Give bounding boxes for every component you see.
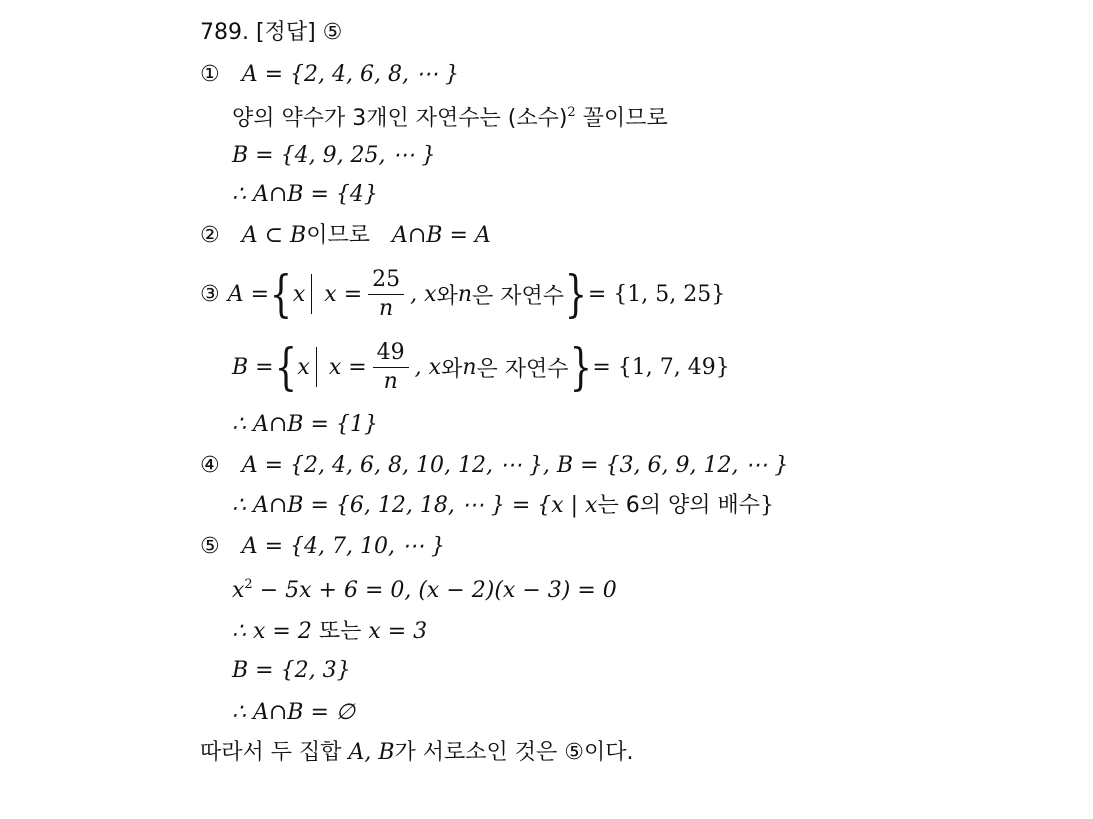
option-3-result-expr: ∴ A∩B = {1} — [232, 412, 378, 437]
option-1-set-a-expr: A = {2, 4, 6, 8, ⋯ } — [241, 62, 459, 87]
option-3-a-eq: x = — [324, 281, 363, 307]
option-5-solution — [232, 618, 427, 646]
option-5-result-expr: ∴ A∩B = ∅ — [232, 700, 356, 725]
option-5-set-b-expr: B = {2, 3} — [232, 658, 351, 683]
left-brace: { — [274, 338, 297, 396]
option-5-result — [232, 699, 355, 727]
option-3-a-lhs: A = — [227, 281, 270, 307]
option-1-set-a — [200, 61, 459, 89]
option-5-set-a-expr: A = {4, 7, 10, ⋯ } — [241, 534, 445, 559]
conclusion-text-1: 따라서 두 집합 — [200, 740, 349, 765]
option-5-sol-math1: ∴ x = 2 — [232, 619, 312, 644]
left-brace: { — [269, 265, 293, 323]
option-3-a-cond-wa: 와 — [436, 283, 458, 309]
conclusion — [200, 739, 634, 767]
fraction-denominator: n — [379, 295, 394, 321]
option-3-b-rhs: = {1, 7, 49} — [592, 354, 730, 380]
option-5-eq-x: x — [232, 578, 245, 603]
option-1-set-b — [232, 142, 436, 170]
option-1-note-post: 꼴이므로 — [575, 106, 668, 131]
option-3-set-a — [200, 259, 725, 329]
option-3-a-cond-text: 은 자연수 — [471, 283, 564, 309]
option-1-set-b-expr: B = {4, 9, 25, ⋯ } — [232, 143, 436, 168]
fraction — [373, 341, 409, 394]
option-3-b-var: x — [297, 354, 310, 380]
option-3-b-cond-text: 은 자연수 — [476, 356, 569, 382]
option-1-result-expr: ∴ A∩B = {4} — [232, 182, 378, 207]
option-3-a-rhs: = {1, 5, 25} — [587, 281, 726, 307]
fraction-numerator: 25 — [368, 268, 404, 295]
option-5-equation — [232, 577, 617, 605]
fraction-denominator: n — [383, 368, 398, 394]
option-1-marker: ① — [200, 62, 220, 87]
right-brace: } — [564, 265, 588, 323]
option-3-result — [232, 411, 378, 439]
option-5-set-a — [200, 533, 445, 561]
option-2-math2: A∩B = A — [391, 223, 491, 248]
option-3-b-lhs: B = — [232, 354, 274, 380]
option-4-sets — [200, 452, 788, 480]
fraction-numerator: 49 — [373, 341, 409, 368]
conclusion-math: A, B — [348, 740, 395, 765]
option-3-b-eq: x = — [328, 354, 367, 380]
conclusion-text-2: 가 서로소인 것은 ⑤이다. — [394, 740, 634, 765]
option-3-a-var: x — [292, 281, 306, 307]
option-5-eq-rest: − 5x + 6 = 0, (x − 2)(x − 3) = 0 — [252, 578, 617, 603]
option-2-math1: A ⊂ B — [241, 223, 307, 248]
option-2-marker: ② — [200, 223, 220, 248]
right-brace: } — [569, 338, 592, 396]
option-1-result — [232, 181, 378, 209]
option-4-result — [232, 492, 774, 520]
option-4-sets-expr: A = {2, 4, 6, 8, 10, 12, ⋯ }, B = {3, 6, 9, 12, ⋯ } — [241, 453, 789, 478]
option-1-note-pre: 양의 약수가 3개인 자연수는 (소수) — [232, 106, 568, 131]
option-4-result-math: ∴ A∩B = {6, 12, 18, ⋯ } = {x | x — [232, 493, 598, 518]
set-builder-bar — [316, 347, 317, 387]
set-builder-bar — [311, 274, 312, 314]
option-2-text: 이므로 — [306, 223, 370, 248]
option-3-b-cond-wa: 와 — [441, 356, 463, 382]
option-3-b-cond-x: , x — [414, 354, 442, 380]
option-5-sol-text: 또는 — [311, 619, 369, 644]
option-5-set-b — [232, 657, 351, 685]
option-3-a-cond-n: n — [457, 281, 472, 307]
option-4-marker: ④ — [200, 453, 220, 478]
solution-block — [200, 0, 1080, 819]
option-1-note — [232, 105, 668, 133]
option-3-set-b — [232, 332, 730, 402]
answer-header — [200, 19, 342, 47]
option-1-note-sup: 2 — [567, 105, 576, 120]
option-2 — [200, 222, 491, 250]
answer-header-text: 789. [정답] ⑤ — [200, 20, 343, 45]
option-5-sol-math2: x = 3 — [368, 619, 428, 644]
option-5-eq-sup: 2 — [244, 577, 253, 592]
option-3-a-cond-x: , x — [410, 281, 437, 307]
option-4-result-close: } — [759, 493, 774, 518]
option-5-marker: ⑤ — [200, 534, 220, 559]
option-3-b-cond-n: n — [462, 354, 477, 380]
option-3-marker: ③ — [200, 281, 220, 307]
option-4-result-text: 는 6의 양의 배수 — [597, 493, 760, 518]
fraction — [368, 268, 404, 321]
